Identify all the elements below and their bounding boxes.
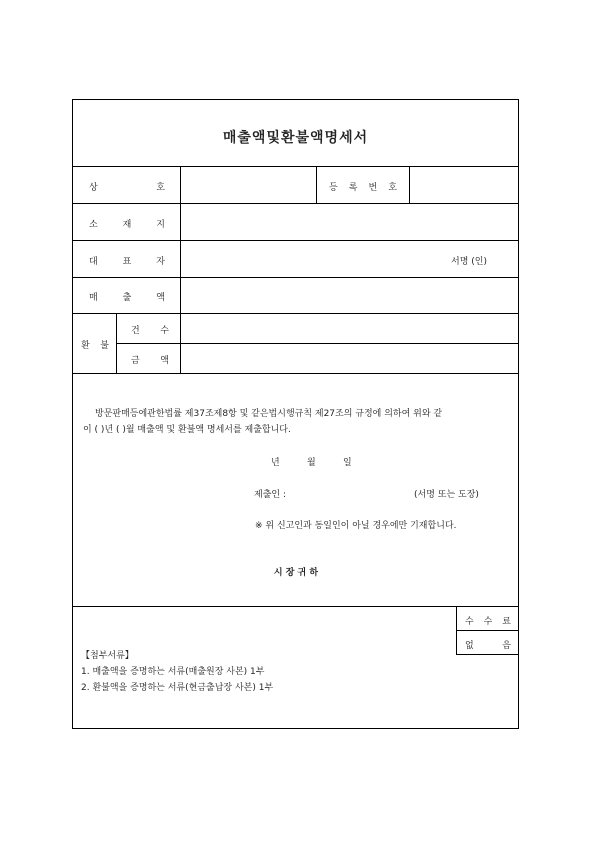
footnote: ※ 위 신고인과 동일인이 아닐 경우에만 기재합니다.: [255, 521, 457, 531]
representative-label: 대 표 자: [89, 257, 165, 267]
fee-label: 수 수 료: [465, 617, 511, 627]
divider: [409, 166, 410, 203]
divider: [73, 373, 519, 374]
sales-refund-statement-form: [72, 99, 519, 729]
divider: [73, 240, 519, 241]
divider: [456, 630, 519, 631]
date-day: 일: [343, 458, 352, 468]
statement-text-line-2: 이 ( )년 ( )월 매출액 및 환불액 명세서를 제출합니다.: [83, 425, 291, 435]
divider: [73, 313, 519, 314]
attachments-heading: 【첨부서류】: [81, 651, 134, 661]
attachment-item: 1. 매출액을 증명하는 서류(매출원장 사본) 1부: [81, 667, 265, 677]
registration-number-label: 등 록 번 호: [329, 183, 397, 193]
divider: [73, 277, 519, 278]
recipient: 시 장 귀 하: [273, 568, 319, 578]
divider: [180, 166, 181, 373]
submitter-signature-note: (서명 또는 도장): [414, 490, 479, 500]
divider: [73, 606, 519, 607]
divider: [116, 313, 117, 373]
divider: [456, 654, 519, 655]
date-year: 년: [271, 458, 280, 468]
sales-amount-label: 매 출 액: [89, 293, 165, 303]
form-title: 매출액및환불액명세서: [222, 130, 369, 146]
divider: [456, 606, 457, 654]
date-month: 월: [307, 458, 316, 468]
statement-text-line-1: 방문판매등에관한법률 제37조제8항 및 같은법시행규칙 제27조의 규정에 의하여 위와 같: [95, 409, 443, 419]
divider: [73, 166, 519, 167]
divider: [316, 166, 317, 203]
submitter-label: 제출인 :: [254, 490, 286, 500]
divider: [73, 203, 519, 204]
address-label: 소 재 지: [89, 220, 165, 230]
attachment-item: 2. 환불액을 증명하는 서류(현금출납장 사본) 1부: [81, 683, 274, 693]
fee-value: 없 음: [465, 641, 511, 651]
refund-amount-label: 금 액: [131, 356, 169, 366]
company-label: 상 호: [89, 183, 165, 193]
refund-label: 환 불: [81, 341, 109, 351]
refund-count-label: 건 수: [131, 326, 169, 336]
signature-note: 서명 (인): [451, 257, 487, 267]
divider: [116, 343, 519, 344]
